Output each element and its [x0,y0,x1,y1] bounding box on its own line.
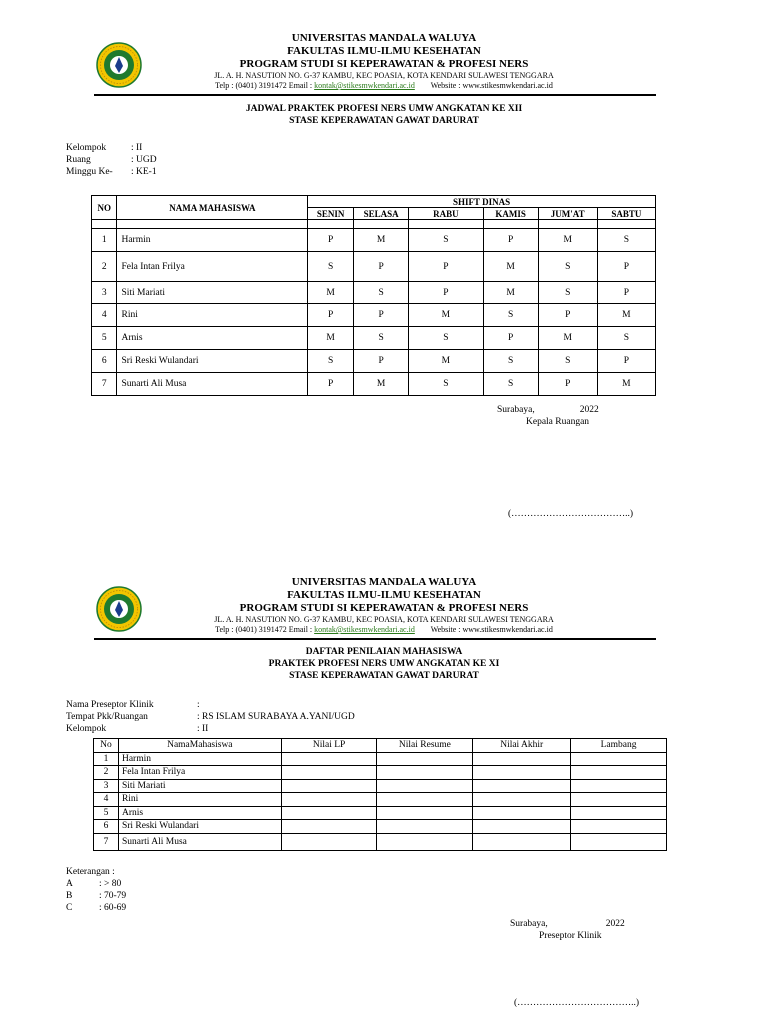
col-header: Lambang [571,739,667,753]
info-label: Tempat Pkk/Ruangan [66,712,148,722]
shift-cell: P [538,304,597,327]
shift-cell: S [538,282,597,304]
header-rule [94,94,656,96]
schedule-title [150,103,618,127]
table-row [94,833,667,850]
shift-cell: M [354,229,409,252]
shift-cell: M [597,304,655,327]
schedule-title-line2: STASE KEPERAWATAN GAWAT DARURAT [289,116,479,126]
address: JL. A. H. NASUTION NO. G-37 KAMBU, KEC POASIA, KOTA KENDARI SULAWESI TENGGARA [214,71,554,80]
table-row [92,229,656,252]
program-name: PROGRAM STUDI SI KEPERAWATAN & PROFESI NERS [239,602,529,614]
shift-cell: S [597,327,655,350]
day-header: JUM'AT [538,208,597,220]
student-name: Sunarti Ali Musa [118,833,281,850]
table-row [94,820,667,834]
signature-line: (………………………………..) [514,998,640,1008]
student-name: Rini [118,793,281,807]
table-row [92,327,656,350]
info-label: Ruang [66,155,91,165]
table-row [92,252,656,282]
university-logo [96,42,142,88]
table-row [94,806,667,820]
grade-symbol-cell[interactable] [571,752,667,766]
grade-symbol-cell[interactable] [571,766,667,780]
score-final-cell[interactable] [473,793,571,807]
table-row [92,373,656,396]
sign-year: 2022 [605,919,625,929]
day-header: RABU [409,208,483,220]
table-row [94,793,667,807]
assessment-title-line3: STASE KEPERAWATAN GAWAT DARURAT [289,671,479,681]
row-no: 4 [94,793,119,807]
shift-cell: S [409,373,483,396]
col-header: Nilai Resume [377,739,473,753]
score-final-cell[interactable] [473,833,571,850]
student-name: Sri Reski Wulandari [117,350,308,373]
shift-cell: P [483,327,538,350]
score-resume-cell[interactable] [377,833,473,850]
legend-title: Keterangan : [66,867,115,877]
signer-title: Preseptor Klinik [539,931,602,941]
shift-cell: M [597,373,655,396]
shift-cell: P [308,304,354,327]
info-value: : RS ISLAM SURABAYA A.YANI/UGD [197,712,355,722]
sign-place: Surabaya, [510,919,548,929]
row-no: 6 [94,820,119,834]
shift-cell: S [308,252,354,282]
student-name: Rini [117,304,308,327]
university-name: UNIVERSITAS MANDALA WALUYA [291,32,477,44]
shift-cell: P [597,252,655,282]
letterhead [170,576,598,635]
row-no: 3 [94,779,119,793]
legend-range: : > 80 [99,879,122,889]
legend-grade: B [66,891,73,901]
letterhead [170,32,598,91]
shift-cell: S [308,350,354,373]
score-lp-cell[interactable] [281,793,377,807]
info-value: : [197,700,200,710]
shift-cell: M [483,252,538,282]
row-no: 5 [92,327,117,350]
shift-cell: P [354,252,409,282]
student-name: Fela Intan Frilya [118,766,281,780]
student-name: Arnis [117,327,308,350]
shift-cell: M [308,282,354,304]
col-header: NamaMahasiswa [118,739,281,753]
schedule-title-line1: JADWAL PRAKTEK PROFESI NERS UMW ANGKATAN KE XII [245,104,523,114]
shift-cell: M [538,229,597,252]
info-value: : II [197,724,209,734]
assessment-title [150,646,618,682]
row-no: 7 [94,833,119,850]
email-link[interactable]: kontak@stikesmwkendari.ac.id [314,81,415,90]
student-name: Arnis [118,806,281,820]
schedule-info [66,142,157,178]
table-row [94,766,667,780]
shift-cell: S [483,350,538,373]
shift-cell: P [597,282,655,304]
row-no: 6 [92,350,117,373]
assessment-table [93,738,667,851]
score-final-cell[interactable] [473,820,571,834]
shift-cell: M [483,282,538,304]
student-name: Sunarti Ali Musa [117,373,308,396]
day-header: KAMIS [483,208,538,220]
grade-symbol-cell[interactable] [571,833,667,850]
address: JL. A. H. NASUTION NO. G-37 KAMBU, KEC POASIA, KOTA KENDARI SULAWESI TENGGARA [214,615,554,624]
score-resume-cell[interactable] [377,820,473,834]
table-row [94,752,667,766]
sign-year: 2022 [579,405,599,415]
grade-symbol-cell[interactable] [571,793,667,807]
score-lp-cell[interactable] [281,820,377,834]
student-name: Siti Mariati [117,282,308,304]
spacer-row [92,220,656,229]
grade-symbol-cell[interactable] [571,806,667,820]
grade-symbol-cell[interactable] [571,820,667,834]
student-name: Siti Mariati [118,779,281,793]
info-value: : KE-1 [131,167,157,177]
col-header: No [94,739,119,753]
info-label: Kelompok [66,143,107,153]
row-no: 3 [92,282,117,304]
shift-cell: S [483,304,538,327]
contact-line [170,81,598,91]
legend-grade: C [66,903,73,913]
shift-cell: S [354,327,409,350]
row-no: 2 [94,766,119,780]
assessment-info [66,699,355,735]
sign-place: Surabaya, [497,405,535,415]
shift-cell: S [538,350,597,373]
email-link[interactable]: kontak@stikesmwkendari.ac.id [314,625,415,634]
shift-cell: M [308,327,354,350]
row-no: 2 [92,252,117,282]
shift-group-header: SHIFT DINAS [308,196,656,208]
row-no: 1 [92,229,117,252]
shift-cell: M [409,350,483,373]
shift-cell: S [597,229,655,252]
row-no: 1 [94,752,119,766]
shift-cell: S [409,327,483,350]
header-rule [94,638,656,640]
faculty-name: FAKULTAS ILMU-ILMU KESEHATAN [287,45,481,57]
shift-cell: S [483,373,538,396]
row-no: 4 [92,304,117,327]
shift-cell: P [597,350,655,373]
shift-cell: M [409,304,483,327]
shift-cell: P [308,229,354,252]
col-header: Nilai LP [281,739,377,753]
website: Website : www.stikesmwkendari.ac.id [430,625,553,634]
score-resume-cell[interactable] [377,752,473,766]
col-name-header: NAMA MAHASISWA [117,196,308,220]
table-row [92,304,656,327]
score-lp-cell[interactable] [281,806,377,820]
grade-symbol-cell[interactable] [571,779,667,793]
shift-cell: S [538,252,597,282]
shift-cell: P [354,304,409,327]
info-label: Minggu Ke- [66,167,113,177]
shift-cell: S [354,282,409,304]
phone: Telp : (0401) 3191472 Email : [215,81,313,90]
university-name: UNIVERSITAS MANDALA WALUYA [291,576,477,588]
program-name: PROGRAM STUDI SI KEPERAWATAN & PROFESI NERS [239,58,529,70]
shift-cell: M [354,373,409,396]
university-logo [96,586,142,632]
signer-title: Kepala Ruangan [526,417,590,427]
day-header: SENIN [308,208,354,220]
info-label: Nama Preseptor Klinik [66,700,154,710]
shift-cell: P [308,373,354,396]
website: Website : www.stikesmwkendari.ac.id [430,81,553,90]
shift-cell: P [483,229,538,252]
legend-grade: A [66,879,73,889]
score-final-cell[interactable] [473,779,571,793]
phone: Telp : (0401) 3191472 Email : [215,625,313,634]
faculty-name: FAKULTAS ILMU-ILMU KESEHATAN [287,589,481,601]
schedule-signature [497,404,599,428]
score-lp-cell[interactable] [281,766,377,780]
shift-cell: P [354,350,409,373]
col-no-header: NO [92,196,117,220]
score-final-cell[interactable] [473,766,571,780]
shift-cell: P [538,373,597,396]
student-name: Fela Intan Frilya [117,252,308,282]
score-resume-cell[interactable] [377,793,473,807]
student-name: Sri Reski Wulandari [118,820,281,834]
assessment-title-line2: PRAKTEK PROFESI NERS UMW ANGKATAN KE XI [268,659,500,669]
score-resume-cell[interactable] [377,806,473,820]
legend-range: : 70-79 [99,891,127,901]
student-name: Harmin [118,752,281,766]
score-resume-cell[interactable] [377,779,473,793]
student-name: Harmin [117,229,308,252]
grade-legend [66,866,126,914]
score-resume-cell[interactable] [377,766,473,780]
score-lp-cell[interactable] [281,752,377,766]
assessment-title-line1: DAFTAR PENILAIAN MAHASISWA [305,647,463,657]
day-header: SABTU [597,208,655,220]
legend-range: : 60-69 [99,903,127,913]
assessment-signature [510,918,625,942]
shift-cell: S [409,229,483,252]
shift-cell: P [409,282,483,304]
info-label: Kelompok [66,724,107,734]
day-header: SELASA [354,208,409,220]
row-no: 5 [94,806,119,820]
shift-cell: P [409,252,483,282]
table-row [94,779,667,793]
score-lp-cell[interactable] [281,833,377,850]
info-value: : II [131,143,143,153]
shift-cell: M [538,327,597,350]
row-no: 7 [92,373,117,396]
shift-schedule-table [91,195,656,396]
info-value: : UGD [131,155,157,165]
table-row [92,350,656,373]
score-lp-cell[interactable] [281,779,377,793]
score-final-cell[interactable] [473,752,571,766]
signature-line: (………………………………..) [508,509,634,519]
score-final-cell[interactable] [473,806,571,820]
col-header: Nilai Akhir [473,739,571,753]
table-row [92,282,656,304]
contact-line [170,625,598,635]
